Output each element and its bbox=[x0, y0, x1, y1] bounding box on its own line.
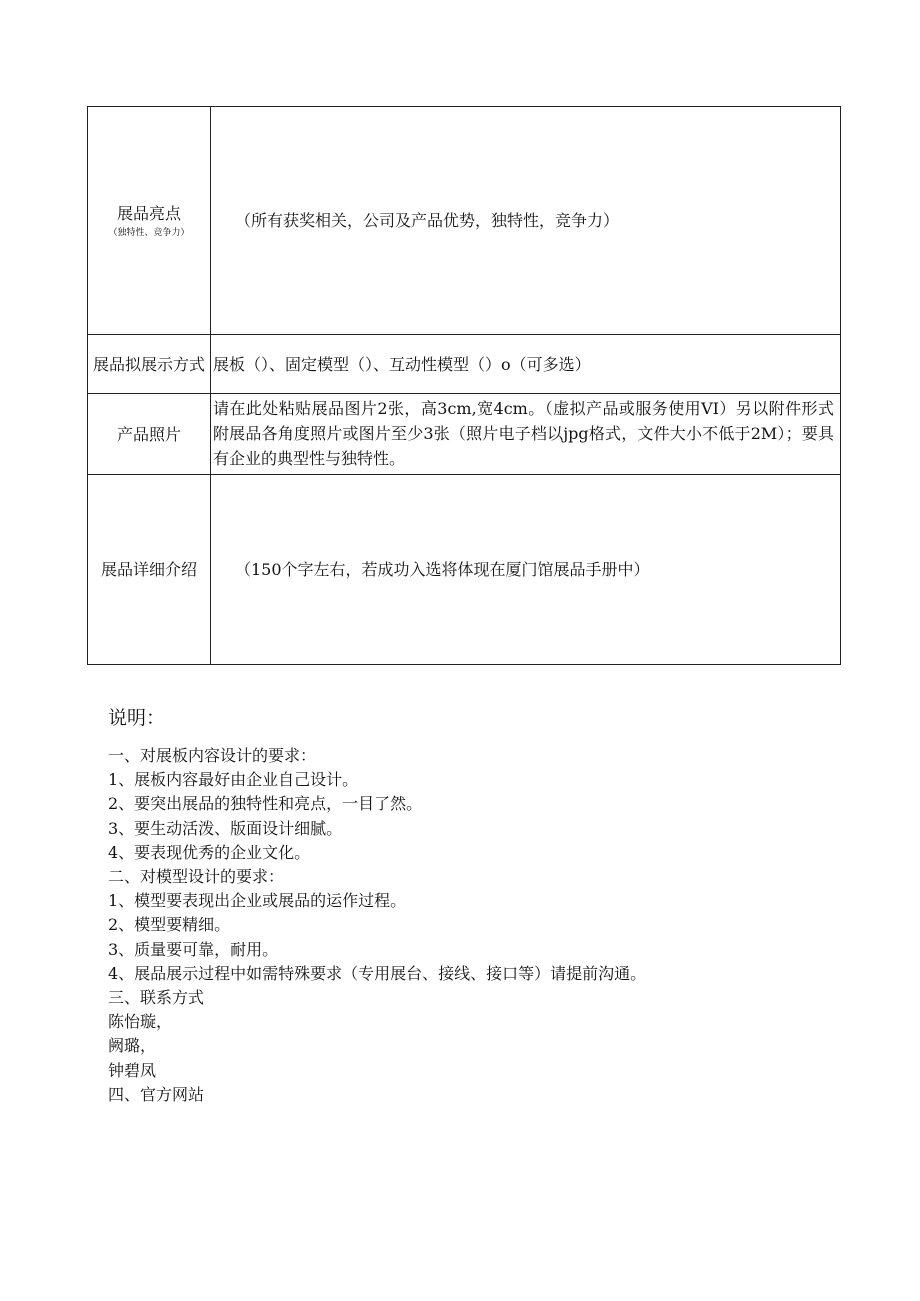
notes-line: 四、官方网站 bbox=[108, 1084, 205, 1104]
photo-value-cell[interactable] bbox=[211, 394, 841, 475]
highlights-value: （所有获奖相关，公司及产品优势，独特性，竞争力） bbox=[235, 211, 620, 230]
detail-value: （150个字左右，若成功入选将体现在厦门馆展品手册中） bbox=[235, 560, 650, 579]
notes-line: 2、模型要精细。 bbox=[108, 915, 231, 935]
contact-name: 阙璐， bbox=[108, 1036, 157, 1056]
notes-line: 3、质量要可靠，耐用。 bbox=[108, 939, 279, 959]
notes-line: 一、对展板内容设计的要求： bbox=[108, 746, 317, 765]
photo-row bbox=[88, 394, 841, 475]
photo-label: 产品照片 bbox=[116, 424, 181, 444]
contact-name: 陈怡璇， bbox=[108, 1012, 173, 1032]
display-method-value-cell[interactable] bbox=[211, 335, 841, 394]
notes-title: 说明： bbox=[108, 707, 166, 729]
notes-section bbox=[108, 704, 868, 1107]
notes-line: 三、联系方式 bbox=[108, 988, 205, 1008]
notes-line: 1、模型要表现出企业或展品的运作过程。 bbox=[108, 891, 407, 911]
highlights-label: 展品亮点 bbox=[116, 204, 181, 223]
highlights-label-cell bbox=[88, 107, 211, 335]
exhibit-form-table bbox=[87, 106, 841, 665]
display-method-value: 展板（）、固定模型（）、互动性模型（）o（可多选） bbox=[213, 354, 591, 374]
detail-label-cell bbox=[88, 475, 211, 665]
highlights-row bbox=[88, 107, 841, 335]
photo-label-cell bbox=[88, 394, 211, 475]
display-method-label-cell bbox=[88, 335, 211, 394]
display-method-row bbox=[88, 335, 841, 394]
detail-value-cell[interactable] bbox=[211, 475, 841, 665]
photo-value: 请在此处粘贴展品图片2张，高3cm,宽4cm。（虚拟产品或服务使用VI）另以附件形式附展品各角度照片或图片至少3张（照片电子档以jpg格式，文件大小不低于2M）；要具有企业的典型性与独特性。 bbox=[213, 399, 834, 468]
highlights-sub-label: （独特性、竞争力） bbox=[108, 228, 190, 238]
notes-line: 3、要生动活泼、版面设计细腻。 bbox=[108, 818, 343, 838]
notes-line: 二、对模型设计的要求： bbox=[108, 867, 285, 887]
notes-line: 4、展品展示过程中如需特殊要求（专用展台、接线、接口等）请提前沟通。 bbox=[108, 963, 647, 983]
notes-line: 4、要表现优秀的企业文化。 bbox=[108, 842, 311, 862]
highlights-value-cell[interactable] bbox=[211, 107, 841, 335]
notes-line: 2、要突出展品的独特性和亮点，一目了然。 bbox=[108, 794, 423, 814]
detail-label: 展品详细介绍 bbox=[100, 560, 197, 579]
notes-line: 1、展板内容最好由企业自己设计。 bbox=[108, 770, 359, 790]
display-method-label: 展品拟展示方式 bbox=[92, 354, 205, 374]
detail-row bbox=[88, 475, 841, 665]
contact-name: 钟碧凤 bbox=[108, 1060, 157, 1080]
